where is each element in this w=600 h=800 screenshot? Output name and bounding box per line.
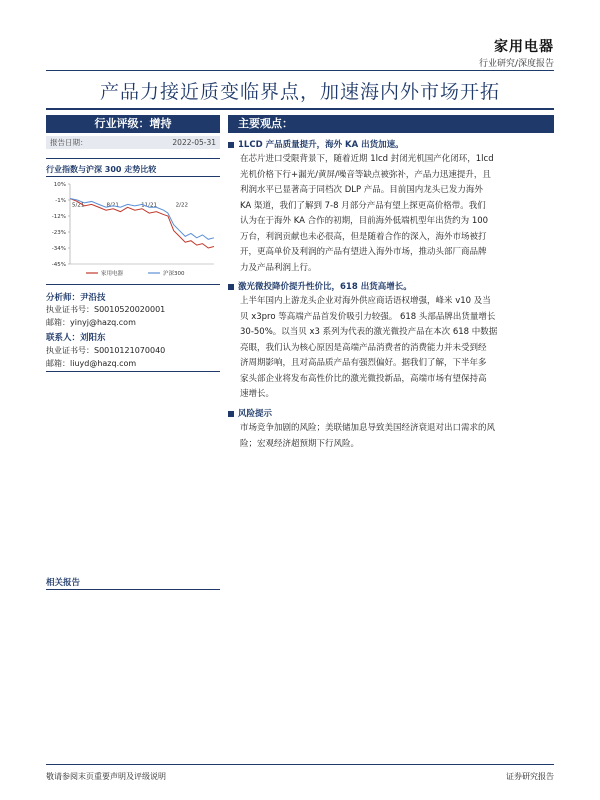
- text-line: 济周期影响，且对高品质产品有强烈偏好。据我们了解，下半年多: [240, 358, 487, 368]
- chart-legend-label: 沪深300: [163, 271, 185, 277]
- text-line: 利润水平已显著高于同档次 DLP 产品。目前国内龙头已发力海外: [240, 185, 483, 195]
- chart-y-tick-label: 10%: [53, 182, 66, 188]
- text-line: 亮眼，我们认为核心原因是高端产品消费者的消费能力并未受到经: [240, 342, 487, 353]
- text-line: 开，更高单价及利润的产品有望进入海外市场，推动头部厂商品牌: [240, 247, 487, 257]
- chart-bottom-rule: [46, 284, 220, 285]
- bullet-risk-title: 风险提示: [238, 409, 273, 419]
- trend-chart: [46, 178, 220, 282]
- report-type: 行业研究/深度报告: [478, 59, 554, 69]
- bullet-lcd-text: [240, 152, 554, 276]
- report-date-label: 报告日期：: [50, 138, 88, 147]
- chart-title-rule: [46, 176, 220, 177]
- chart-legend-label: 家用电器: [101, 271, 124, 277]
- chart-y-tick-label: -1%: [55, 198, 66, 204]
- analyst-title: 分析师：尹沿技: [46, 293, 106, 303]
- bullet-laser-text: [240, 294, 554, 403]
- bullet-square-icon: [228, 411, 234, 417]
- contact-email: 邮箱：liuyd@hazq.com: [46, 359, 137, 368]
- text-line: 万台，利润贡献也未必很高，但是随着合作的深入，海外市场被打: [240, 231, 487, 242]
- footer-disclaimer: 敬请参阅末页重要声明及评级说明: [46, 772, 166, 781]
- chart-y-tick-label: -12%: [51, 214, 66, 220]
- chart-x-tick-label: 8/21: [106, 202, 119, 209]
- bullet-square-icon: [228, 142, 234, 148]
- chart-x-tick-label: 2/22: [175, 202, 189, 209]
- text-line: 上半年国内上游龙头企业对海外供应商话语权增强，峰米 v10 及当: [240, 296, 491, 306]
- bullet-laser-heading: [228, 280, 412, 292]
- text-line: 市场竞争加剧的风险；美联储加息导致美国经济衰退对出口需求的风: [240, 423, 496, 433]
- analyst-cert: 执业证书号：S0010520020001: [46, 305, 166, 314]
- chart-title: 行业指数与沪深 300 走势比较: [46, 165, 157, 174]
- chart-y-tick-label: -45%: [51, 262, 66, 268]
- text-line: KA 渠道，我们了解到 7-8 月部分产品有望上探更高价格带。我们: [240, 200, 486, 211]
- report-title: 产品力接近质变临界点，加速海内外市场开拓: [99, 81, 500, 103]
- analyst-email: 邮箱：yinyj@hazq.com: [46, 318, 136, 327]
- text-line: 在芯片进口受限背景下，随着近期 1lcd 封闭光机国产化闭环，1lcd: [240, 154, 494, 164]
- text-line: 速增长。: [240, 389, 275, 399]
- footer-label: 证券研究报告: [506, 772, 554, 781]
- chart-top-rule: [46, 158, 220, 159]
- bullet-lcd-heading: [228, 138, 404, 150]
- bullet-risk-text: [240, 421, 554, 452]
- contact-rule: [46, 371, 220, 372]
- text-line: 险；宏观经济超预期下行风险。: [240, 438, 360, 449]
- text-line: 力及产品利润上行。: [240, 262, 317, 273]
- contact-title: 联系人：刘阳东: [46, 333, 106, 343]
- industry-rating: 行业评级：增持: [46, 115, 220, 133]
- text-line: 30-50%。以当贝 x3 系列为代表的激光微投产品在本次 618 中数据: [240, 327, 498, 337]
- bullet-square-icon: [228, 284, 234, 290]
- text-line: 贝 x3pro 等高端产品首发价吸引力较强。 618 头部品牌出货量增长: [240, 311, 496, 322]
- related-reports-title: 相关报告: [46, 578, 81, 588]
- title-divider: [46, 108, 554, 110]
- report-date: 2022-05-31: [172, 138, 216, 147]
- text-line: 认为在于海外 KA 合作的初期，目前海外低端机型年出货约为 100: [240, 216, 489, 226]
- bullet-risk-heading: [228, 407, 272, 419]
- key-views-heading: 主要观点：: [228, 115, 554, 133]
- chart-y-tick-label: -34%: [51, 246, 66, 252]
- industry-category: 家用电器: [494, 39, 554, 55]
- text-line: 光机价格下行+漏光/黄屏/噪音等缺点被弥补，产品力迅速提升，且: [240, 169, 491, 180]
- footer-divider: [46, 764, 554, 765]
- chart-x-tick-label: 11/21: [141, 202, 157, 209]
- bullet-laser-title: 激光微投降价提升性价比，618 出货高增长。: [238, 282, 412, 292]
- related-rule: [46, 589, 220, 590]
- chart-y-tick-label: -23%: [51, 230, 66, 236]
- report-date-row: [46, 136, 220, 149]
- bullet-lcd-title: 1LCD 产品质量提升，海外 KA 出货加速。: [238, 140, 404, 150]
- chart-x-tick-label: 5/21: [72, 202, 85, 209]
- header-divider: [46, 70, 554, 71]
- contact-cert: 执业证书号：S0010121070040: [46, 346, 166, 355]
- text-line: 家头部企业将发布高性价比的激光微投新品，高端市场有望保持高: [240, 373, 487, 384]
